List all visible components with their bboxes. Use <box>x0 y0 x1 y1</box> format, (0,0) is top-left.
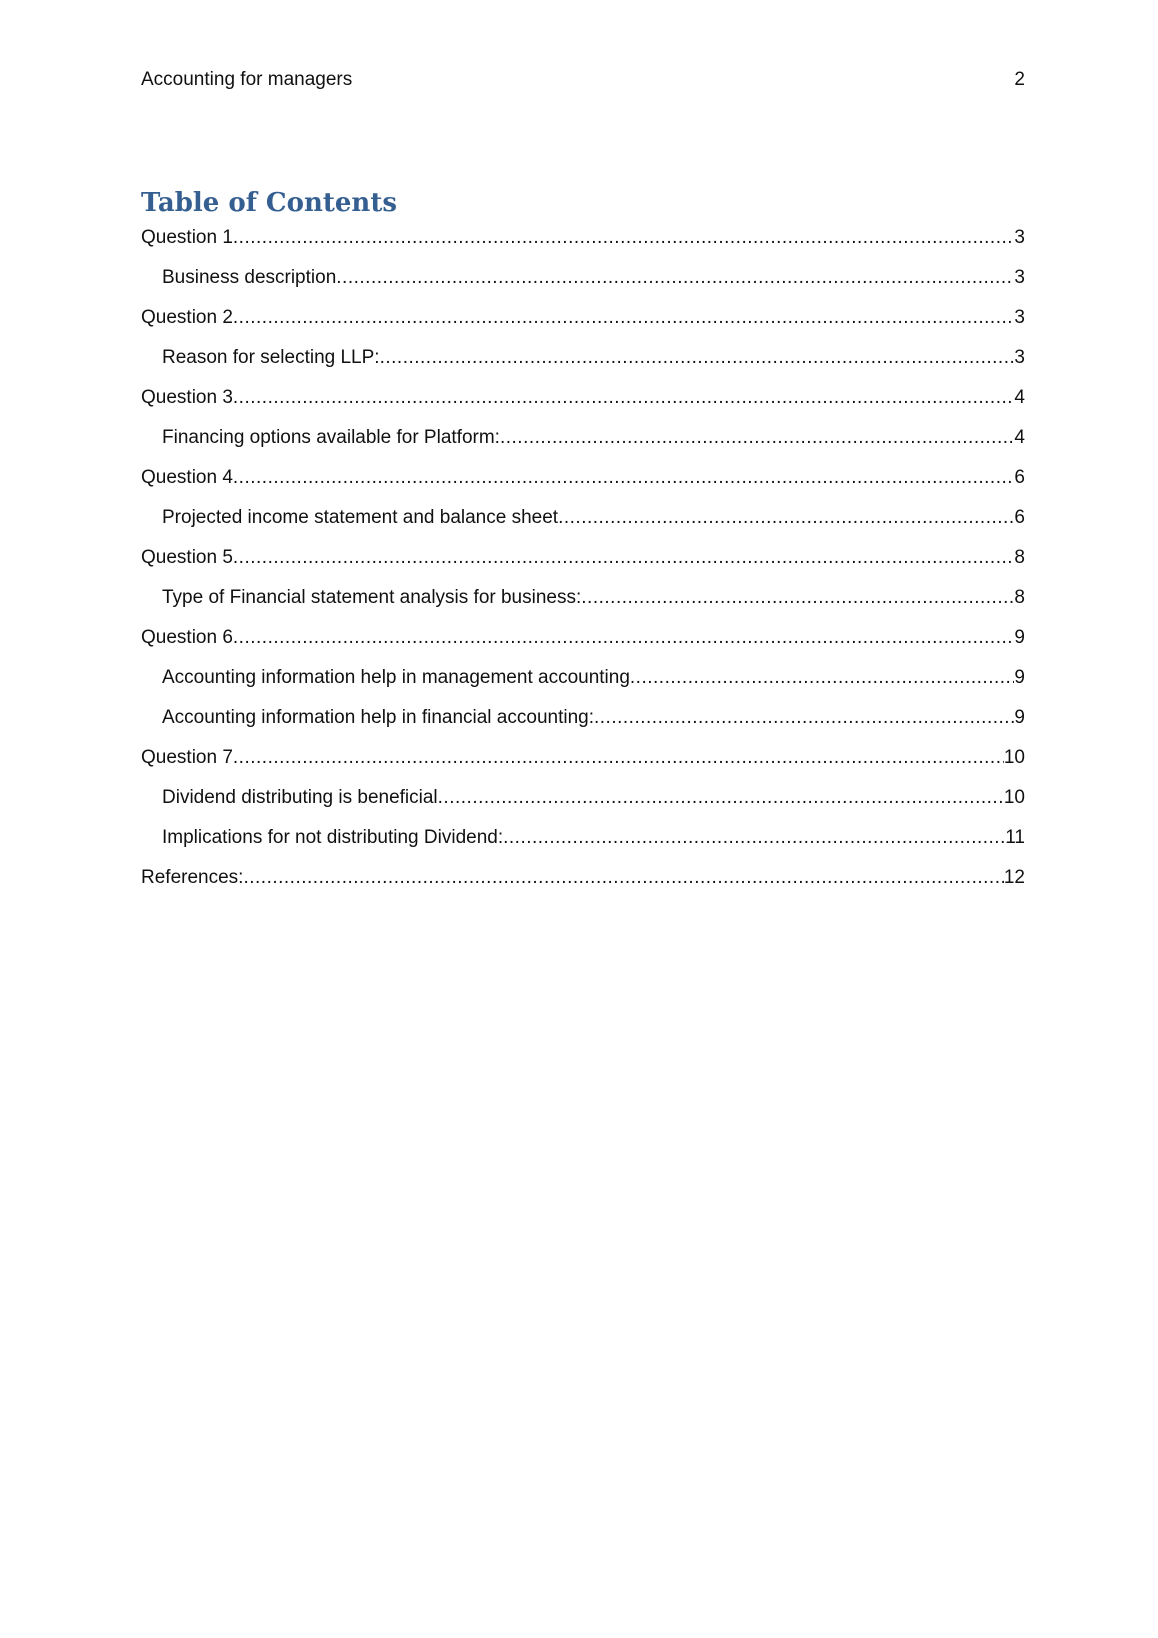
toc-page-number: 3 <box>1014 227 1025 248</box>
toc-entry[interactable] <box>141 386 1025 426</box>
page-header <box>141 68 1025 92</box>
toc-dot-leader <box>233 546 1015 570</box>
toc-dot-leader <box>233 746 1004 770</box>
toc-entry[interactable] <box>141 306 1025 346</box>
toc-dot-leader <box>380 346 1015 370</box>
toc-entry[interactable] <box>141 866 1025 906</box>
toc-entry-title: Projected income statement and balance sheet <box>162 507 559 528</box>
toc-page-number: 10 <box>1003 747 1025 768</box>
header-title: Accounting for managers <box>141 69 353 90</box>
toc-subentry[interactable] <box>141 426 1025 466</box>
toc-page-number: 10 <box>1003 787 1025 808</box>
toc-entry[interactable] <box>141 226 1025 266</box>
toc-entry-title: Implications for not distributing Dividend: <box>162 827 504 848</box>
toc-page-number: 9 <box>1014 627 1025 648</box>
toc-dot-leader <box>336 266 1014 290</box>
toc-entry-title: Financing options available for Platform: <box>162 427 500 448</box>
toc-entry-title: Accounting information help in financial accounting: <box>162 707 594 728</box>
toc-dot-leader <box>500 426 1014 450</box>
toc-entry[interactable] <box>141 746 1025 786</box>
toc-entry-title: Question 3 <box>141 387 233 408</box>
toc-dot-leader <box>558 506 1014 530</box>
toc-dot-leader <box>233 306 1015 330</box>
toc-subentry[interactable] <box>141 666 1025 706</box>
toc-page-number: 11 <box>1005 827 1025 848</box>
toc-dot-leader <box>233 226 1015 250</box>
table-of-contents <box>141 226 1025 906</box>
toc-dot-leader <box>233 386 1015 410</box>
toc-entry-title: Question 2 <box>141 307 233 328</box>
toc-page-number: 8 <box>1014 547 1025 568</box>
toc-page-number: 9 <box>1014 707 1025 728</box>
toc-subentry[interactable] <box>141 266 1025 306</box>
toc-dot-leader <box>233 626 1015 650</box>
toc-entry-title: Business description <box>162 267 337 288</box>
toc-page-number: 6 <box>1014 467 1025 488</box>
toc-entry-title: Question 1 <box>141 227 233 248</box>
toc-entry-title: Question 7 <box>141 747 233 768</box>
toc-page-number: 8 <box>1014 587 1025 608</box>
toc-entry-title: Accounting information help in management accounting <box>162 667 630 688</box>
toc-entry-title: Question 5 <box>141 547 233 568</box>
toc-dot-leader <box>233 466 1015 490</box>
toc-dot-leader <box>630 666 1015 690</box>
toc-page-number: 3 <box>1014 307 1025 328</box>
toc-entry[interactable] <box>141 546 1025 586</box>
header-page-number: 2 <box>1014 69 1025 90</box>
toc-page-number: 6 <box>1014 507 1025 528</box>
toc-dot-leader <box>503 826 1005 850</box>
toc-subentry[interactable] <box>141 506 1025 546</box>
toc-page-number: 3 <box>1014 267 1025 288</box>
toc-dot-leader <box>243 866 1003 890</box>
toc-page-number: 9 <box>1014 667 1025 688</box>
toc-page-number: 12 <box>1003 867 1025 888</box>
toc-subentry[interactable] <box>141 786 1025 826</box>
toc-entry-title: References: <box>141 867 244 888</box>
toc-entry-title: Type of Financial statement analysis for business: <box>162 587 582 608</box>
toc-dot-leader <box>594 706 1014 730</box>
toc-entry[interactable] <box>141 466 1025 506</box>
toc-subentry[interactable] <box>141 586 1025 626</box>
toc-page-number: 3 <box>1014 347 1025 368</box>
toc-page-number: 4 <box>1014 387 1025 408</box>
toc-dot-leader <box>438 786 1004 810</box>
toc-subentry[interactable] <box>141 346 1025 386</box>
toc-page-number: 4 <box>1014 427 1025 448</box>
toc-subentry[interactable] <box>141 826 1025 866</box>
toc-entry-title: Question 4 <box>141 467 233 488</box>
toc-entry-title: Reason for selecting LLP: <box>162 347 380 368</box>
toc-entry-title: Question 6 <box>141 627 233 648</box>
toc-entry-title: Dividend distributing is beneficial <box>162 787 438 808</box>
toc-dot-leader <box>581 586 1014 610</box>
toc-entry[interactable] <box>141 626 1025 666</box>
toc-subentry[interactable] <box>141 706 1025 746</box>
toc-heading: Table of Contents <box>141 188 397 218</box>
